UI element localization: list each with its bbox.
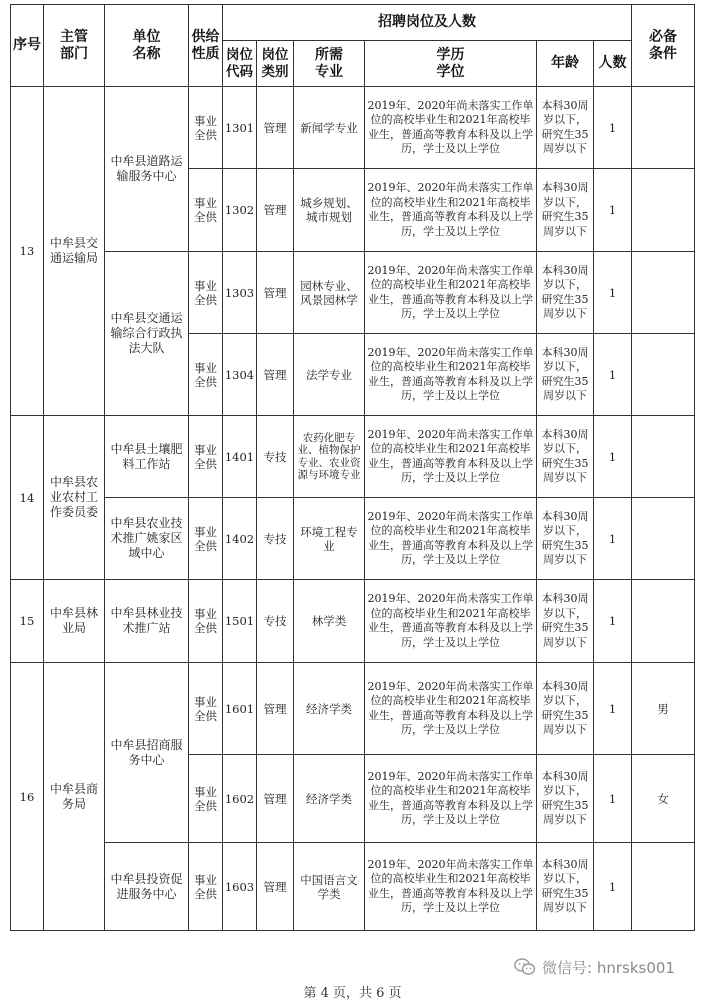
header-seq: 序号 bbox=[11, 5, 44, 87]
code-cell: 1401 bbox=[223, 416, 257, 498]
table-row bbox=[11, 663, 695, 755]
required-cell: 男 bbox=[632, 663, 695, 755]
major-cell: 农药化肥专业、植物保护专业、农业资源与环境专业 bbox=[294, 416, 365, 498]
count-cell: 1 bbox=[594, 87, 632, 169]
header-funding: 供给 性质 bbox=[189, 5, 223, 87]
education-cell: 2019年、2020年尚未落实工作单位的高校毕业生和2021年高校毕业生，普通高等教育本科及以上学历，学士及以上学位 bbox=[365, 843, 537, 931]
required-cell bbox=[632, 498, 695, 580]
table-row bbox=[11, 416, 695, 498]
age-cell: 本科30周岁以下，研究生35周岁以下 bbox=[537, 755, 594, 843]
required-cell: 女 bbox=[632, 755, 695, 843]
required-cell bbox=[632, 169, 695, 252]
type-cell: 管理 bbox=[257, 169, 294, 252]
education-cell: 2019年、2020年尚未落实工作单位的高校毕业生和2021年高校毕业生，普通高等教育本科及以上学历，学士及以上学位 bbox=[365, 252, 537, 334]
education-cell: 2019年、2020年尚未落实工作单位的高校毕业生和2021年高校毕业生，普通高等教育本科及以上学历，学士及以上学位 bbox=[365, 755, 537, 843]
major-cell: 经济学类 bbox=[294, 755, 365, 843]
table-row bbox=[11, 843, 695, 931]
age-cell: 本科30周岁以下，研究生35周岁以下 bbox=[537, 580, 594, 663]
type-cell: 管理 bbox=[257, 334, 294, 416]
funding-cell: 事业 全供 bbox=[189, 334, 223, 416]
type-cell: 管理 bbox=[257, 843, 294, 931]
dept-cell: 中牟县林业局 bbox=[44, 580, 105, 663]
code-cell: 1302 bbox=[223, 169, 257, 252]
type-cell: 管理 bbox=[257, 755, 294, 843]
page-footer: 第 4 页，共 6 页 bbox=[303, 986, 402, 1001]
major-cell: 林学类 bbox=[294, 580, 365, 663]
type-cell: 专技 bbox=[257, 416, 294, 498]
code-cell: 1601 bbox=[223, 663, 257, 755]
education-cell: 2019年、2020年尚未落实工作单位的高校毕业生和2021年高校毕业生，普通高等教育本科及以上学历，学士及以上学位 bbox=[365, 663, 537, 755]
funding-cell: 事业 全供 bbox=[189, 416, 223, 498]
education-cell: 2019年、2020年尚未落实工作单位的高校毕业生和2021年高校毕业生，普通高等教育本科及以上学历，学士及以上学位 bbox=[365, 580, 537, 663]
unit-cell: 中牟县投资促进服务中心 bbox=[105, 843, 189, 931]
header-major: 所需 专业 bbox=[294, 41, 365, 87]
wechat-icon bbox=[514, 958, 536, 976]
seq-cell: 16 bbox=[11, 663, 44, 931]
funding-cell: 事业 全供 bbox=[189, 755, 223, 843]
funding-cell: 事业 全供 bbox=[189, 580, 223, 663]
table-row bbox=[11, 252, 695, 334]
age-cell: 本科30周岁以下，研究生35周岁以下 bbox=[537, 663, 594, 755]
table-row bbox=[11, 498, 695, 580]
code-cell: 1501 bbox=[223, 580, 257, 663]
funding-cell: 事业 全供 bbox=[189, 843, 223, 931]
seq-cell: 15 bbox=[11, 580, 44, 663]
funding-cell: 事业 全供 bbox=[189, 169, 223, 252]
education-cell: 2019年、2020年尚未落实工作单位的高校毕业生和2021年高校毕业生，普通高等教育本科及以上学历，学士及以上学位 bbox=[365, 416, 537, 498]
education-cell: 2019年、2020年尚未落实工作单位的高校毕业生和2021年高校毕业生，普通高等教育本科及以上学历，学士及以上学位 bbox=[365, 334, 537, 416]
education-cell: 2019年、2020年尚未落实工作单位的高校毕业生和2021年高校毕业生，普通高等教育本科及以上学历，学士及以上学位 bbox=[365, 169, 537, 252]
header-count: 人数 bbox=[594, 41, 632, 87]
code-cell: 1303 bbox=[223, 252, 257, 334]
major-cell: 环境工程专业 bbox=[294, 498, 365, 580]
type-cell: 专技 bbox=[257, 498, 294, 580]
major-cell: 经济学类 bbox=[294, 663, 365, 755]
unit-cell: 中牟县招商服务中心 bbox=[105, 663, 189, 843]
type-cell: 专技 bbox=[257, 580, 294, 663]
major-cell: 法学专业 bbox=[294, 334, 365, 416]
unit-cell: 中牟县林业技术推广站 bbox=[105, 580, 189, 663]
age-cell: 本科30周岁以下，研究生35周岁以下 bbox=[537, 252, 594, 334]
count-cell: 1 bbox=[594, 169, 632, 252]
unit-cell: 中牟县土壤肥料工作站 bbox=[105, 416, 189, 498]
code-cell: 1602 bbox=[223, 755, 257, 843]
header-post-code: 岗位 代码 bbox=[223, 41, 257, 87]
unit-cell: 中牟县交通运输综合行政执法大队 bbox=[105, 252, 189, 416]
age-cell: 本科30周岁以下，研究生35周岁以下 bbox=[537, 334, 594, 416]
age-cell: 本科30周岁以下，研究生35周岁以下 bbox=[537, 416, 594, 498]
dept-cell: 中牟县交通运输局 bbox=[44, 87, 105, 416]
table-row bbox=[11, 580, 695, 663]
header-unit: 单位 名称 bbox=[105, 5, 189, 87]
education-cell: 2019年、2020年尚未落实工作单位的高校毕业生和2021年高校毕业生，普通高等教育本科及以上学历，学士及以上学位 bbox=[365, 498, 537, 580]
count-cell: 1 bbox=[594, 334, 632, 416]
age-cell: 本科30周岁以下，研究生35周岁以下 bbox=[537, 169, 594, 252]
type-cell: 管理 bbox=[257, 87, 294, 169]
required-cell bbox=[632, 87, 695, 169]
code-cell: 1402 bbox=[223, 498, 257, 580]
funding-cell: 事业 全供 bbox=[189, 87, 223, 169]
watermark-text: 微信号: hnrsks001 bbox=[542, 958, 675, 977]
header-education: 学历 学位 bbox=[365, 41, 537, 87]
required-cell bbox=[632, 843, 695, 931]
age-cell: 本科30周岁以下，研究生35周岁以下 bbox=[537, 498, 594, 580]
major-cell: 中国语言文学类 bbox=[294, 843, 365, 931]
required-cell bbox=[632, 416, 695, 498]
dept-cell: 中牟县农业农村工作委员委 bbox=[44, 416, 105, 580]
type-cell: 管理 bbox=[257, 663, 294, 755]
required-cell bbox=[632, 580, 695, 663]
dept-cell: 中牟县商务局 bbox=[44, 663, 105, 931]
funding-cell: 事业 全供 bbox=[189, 252, 223, 334]
header-required: 必备 条件 bbox=[632, 5, 695, 87]
unit-cell: 中牟县农业技术推广姚家区域中心 bbox=[105, 498, 189, 580]
education-cell: 2019年、2020年尚未落实工作单位的高校毕业生和2021年高校毕业生，普通高等教育本科及以上学历，学士及以上学位 bbox=[365, 87, 537, 169]
count-cell: 1 bbox=[594, 580, 632, 663]
count-cell: 1 bbox=[594, 498, 632, 580]
major-cell: 新闻学专业 bbox=[294, 87, 365, 169]
count-cell: 1 bbox=[594, 843, 632, 931]
header-age: 年龄 bbox=[537, 41, 594, 87]
type-cell: 管理 bbox=[257, 252, 294, 334]
header-dept: 主管 部门 bbox=[44, 5, 105, 87]
count-cell: 1 bbox=[594, 252, 632, 334]
unit-cell: 中牟县道路运输服务中心 bbox=[105, 87, 189, 252]
header-recruit-group: 招聘岗位及人数 bbox=[223, 5, 632, 41]
funding-cell: 事业 全供 bbox=[189, 663, 223, 755]
major-cell: 园林专业、风景园林学 bbox=[294, 252, 365, 334]
table-row bbox=[11, 87, 695, 169]
major-cell: 城乡规划、城市规划 bbox=[294, 169, 365, 252]
required-cell bbox=[632, 334, 695, 416]
code-cell: 1301 bbox=[223, 87, 257, 169]
wechat-watermark bbox=[514, 955, 675, 979]
required-cell bbox=[632, 252, 695, 334]
header-post-type: 岗位 类别 bbox=[257, 41, 294, 87]
age-cell: 本科30周岁以下，研究生35周岁以下 bbox=[537, 843, 594, 931]
code-cell: 1603 bbox=[223, 843, 257, 931]
count-cell: 1 bbox=[594, 755, 632, 843]
seq-cell: 14 bbox=[11, 416, 44, 580]
code-cell: 1304 bbox=[223, 334, 257, 416]
funding-cell: 事业 全供 bbox=[189, 498, 223, 580]
seq-cell: 13 bbox=[11, 87, 44, 416]
age-cell: 本科30周岁以下，研究生35周岁以下 bbox=[537, 87, 594, 169]
count-cell: 1 bbox=[594, 416, 632, 498]
recruitment-table bbox=[10, 4, 695, 931]
count-cell: 1 bbox=[594, 663, 632, 755]
